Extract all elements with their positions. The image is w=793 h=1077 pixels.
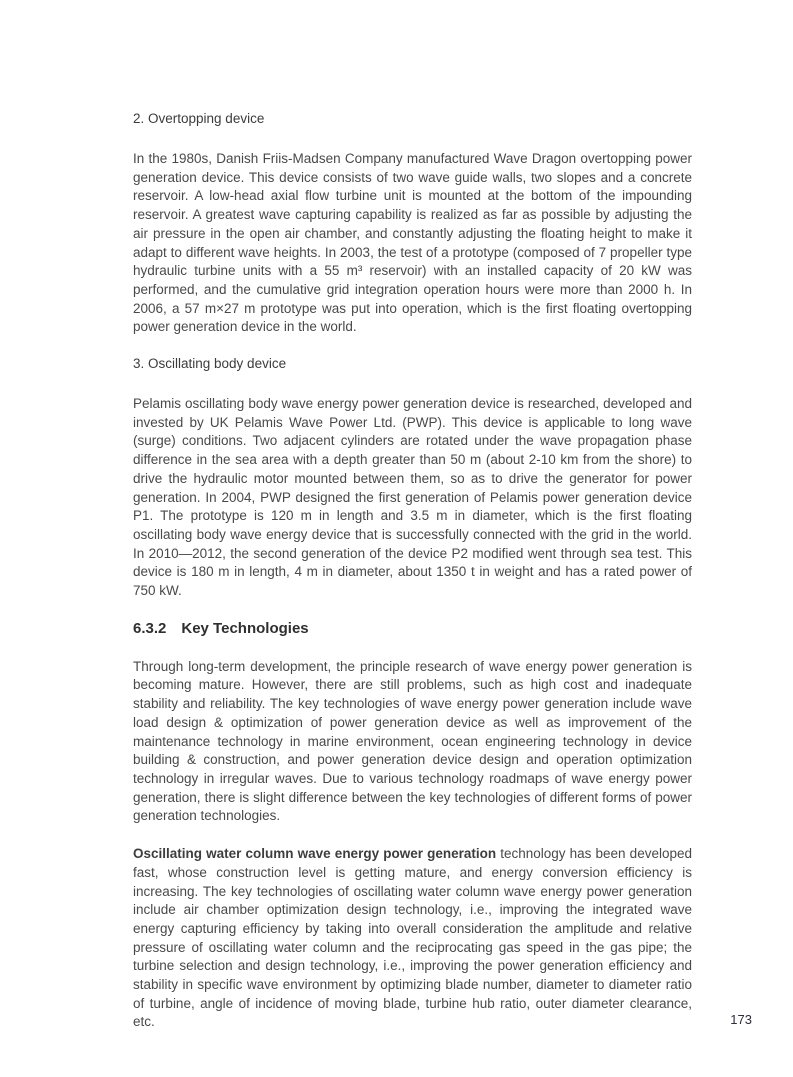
paragraph-body-text: technology has been developed fast, whose construction level is getting mature, and energy conversion efficiency is increasing. The key technologies of oscillating water column wave energy power generation include air chamber optimization design technology, i.e., improving the integrated wave energy capturing efficiency by taking into overall consideration the amplitude and relative pressure of oscillating water column and the reciprocating gas speed in the gas pipe; the turbine selection and design technology, i.e., improving the power generation efficiency and stability in specific wave environment by optimizing blade number, diameter to diameter ratio of turbine, angle of incidence of moving blade, turbine hub ratio, outer diameter clearance, etc. xyxy=(133,846,692,1030)
page-number: 173 xyxy=(730,1012,752,1027)
page-content xyxy=(133,111,692,1051)
paragraph-key-technologies-overview: Through long-term development, the principle research of wave energy power generation is becoming mature. However, there are still problems, such as high cost and inadequate stability and reliability. The key technologies of wave energy power generation include wave load design & optimization of power generation device as well as improvement of the maintenance technology in marine environment, ocean engineering technology in device building & construction, and power generation device design and operation optimization technology in irregular waves. Due to various technology roadmaps of wave energy power generation, there is slight difference between the key technologies of different forms of power generation technologies. xyxy=(133,658,692,824)
paragraph-oscillating-water-column xyxy=(133,845,692,1032)
paragraph-bold-lead: Oscillating water column wave energy power generation xyxy=(133,846,497,862)
section-title: Key Technologies xyxy=(181,619,309,637)
heading-overtopping-device: 2. Overtopping device xyxy=(133,111,265,126)
section-heading-key-technologies xyxy=(133,620,692,638)
paragraph-overtopping-device: In the 1980s, Danish Friis-Madsen Company manufactured Wave Dragon overtopping power generation device. This device consists of two wave guide walls, two slopes and a concrete reservoir. A low-head axial flow turbine unit is mounted at the bottom of the impounding reservoir. A greatest wave capturing capability is realized as far as possible by adjusting the air pressure in the open air chamber, and constantly adjusting the floating height to make it adapt to different wave heights. In 2003, the test of a prototype (composed of 7 propeller type hydraulic turbine units with a 55 m³ reservoir) with an installed capacity of 20 kW was performed, and the cumulative grid integration operation hours were more than 2000 h. In 2006, a 57 m×27 m prototype was put into operation, which is the first floating overtopping power generation device in the world. xyxy=(133,151,692,335)
section-number: 6.3.2 xyxy=(133,619,167,637)
paragraph-oscillating-body-device: Pelamis oscillating body wave energy power generation device is researched, developed and invested by UK Pelamis Wave Power Ltd. (PWP). This device is applicable to long wave (surge) conditions. Two adjacent cylinders are rotated under the wave propagation phase difference in the sea area with a depth greater than 50 m (about 2-10 km from the shore) to drive the hydraulic motor mounted between them, so as to drive the generator for power generation. In 2004, PWP designed the first generation of Pelamis power generation device P1. The prototype is 120 m in length and 3.5 m in diameter, which is the first floating oscillating body wave energy device that is successfully connected with the grid in the world. In 2010—2012, the second generation of the device P2 modified went through sea test. This device is 180 m in length, 4 m in diameter, about 1350 t in weight and has a rated power of 750 kW. xyxy=(133,396,692,599)
heading-oscillating-body-device: 3. Oscillating body device xyxy=(133,356,287,372)
